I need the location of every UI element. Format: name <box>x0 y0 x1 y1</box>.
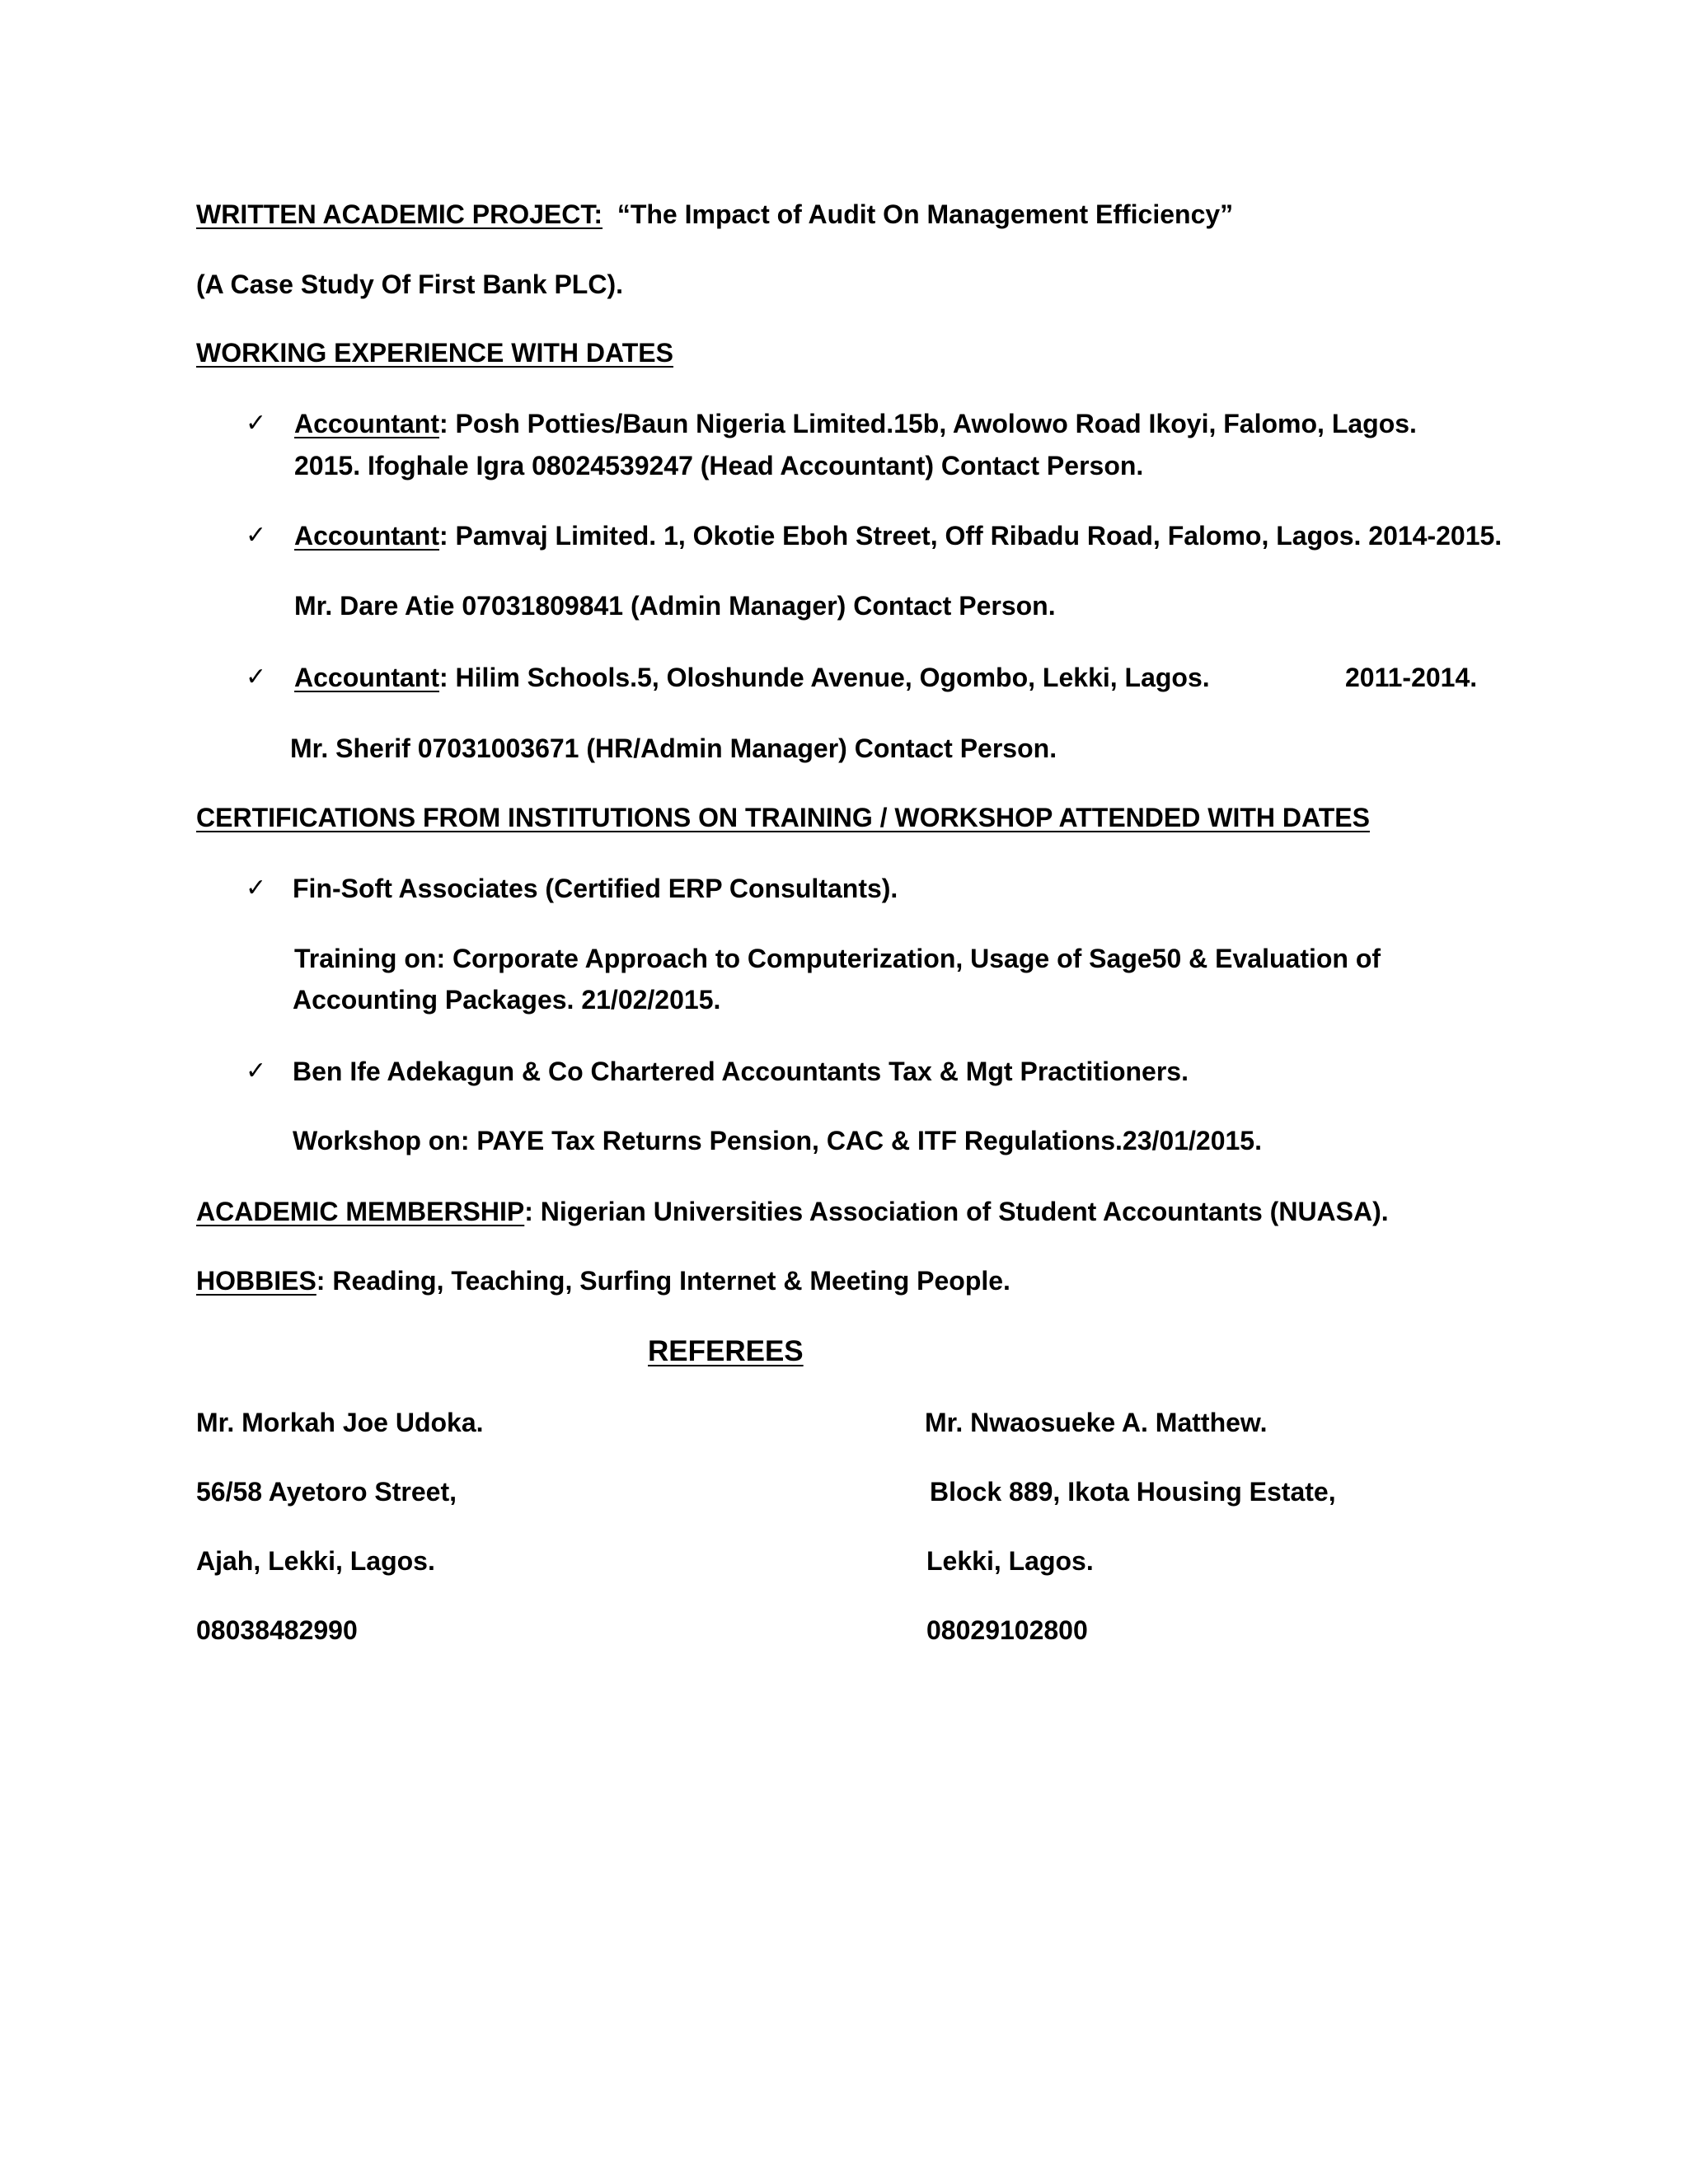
membership-label: ACADEMIC MEMBERSHIP <box>196 1197 525 1226</box>
referee-right-phone: 08029102800 <box>926 1615 1088 1645</box>
experience-detail: : Hilim Schools.5, Oloshunde Avenue, Ogombo, Lekki, Lagos. <box>439 663 1210 692</box>
experience-item-3-date: 2011-2014. <box>1345 663 1478 692</box>
project-case-study: (A Case Study Of First Bank PLC). <box>196 269 623 299</box>
project-label: WRITTEN ACADEMIC PROJECT: <box>196 199 603 229</box>
experience-item-1-line1 <box>294 407 1417 440</box>
hobbies-value: : Reading, Teaching, Surfing Internet & Meeting People. <box>316 1266 1010 1296</box>
membership-value: : Nigerian Universities Association of Student Accountants (NUASA). <box>524 1197 1389 1226</box>
experience-role: Accountant <box>294 409 439 438</box>
certification-1-detail2: Accounting Packages. 21/02/2015. <box>293 985 721 1015</box>
certification-1-detail1: Training on: Corporate Approach to Computerization, Usage of Sage50 & Evaluation of <box>294 944 1381 973</box>
experience-item-3-line1 <box>294 661 1210 694</box>
referee-left-address1: 56/58 Ayetoro Street, <box>196 1477 457 1507</box>
certification-1-name: Fin-Soft Associates (Certified ERP Consultants). <box>293 874 898 903</box>
experience-detail: : Posh Potties/Baun Nigeria Limited.15b, Awolowo Road Ikoyi, Falomo, Lagos. <box>439 409 1417 438</box>
certifications-heading: CERTIFICATIONS FROM INSTITUTIONS ON TRAINING / WORKSHOP ATTENDED WITH DATES <box>196 803 1370 832</box>
checkmark-icon: ✓ <box>246 874 267 902</box>
experience-item-1-line2: 2015. Ifoghale Igra 08024539247 (Head Accountant) Contact Person. <box>294 451 1144 480</box>
checkmark-icon: ✓ <box>246 521 267 550</box>
membership-line <box>196 1195 1389 1228</box>
experience-item-2-line1 <box>294 519 1502 552</box>
experience-heading: WORKING EXPERIENCE WITH DATES <box>196 338 673 368</box>
referee-left-phone: 08038482990 <box>196 1615 358 1645</box>
experience-detail: : Pamvaj Limited. 1, Okotie Eboh Street, Off Ribadu Road, Falomo, Lagos. 2014-2015. <box>439 521 1503 551</box>
referee-right-address2: Lekki, Lagos. <box>926 1546 1094 1576</box>
certification-2-detail1: Workshop on: PAYE Tax Returns Pension, CAC & ITF Regulations.23/01/2015. <box>293 1126 1262 1155</box>
experience-role: Accountant <box>294 663 439 692</box>
referee-right-address1: Block 889, Ikota Housing Estate, <box>930 1477 1336 1507</box>
referee-left-address2: Ajah, Lekki, Lagos. <box>196 1546 435 1576</box>
referee-left-name: Mr. Morkah Joe Udoka. <box>196 1408 484 1437</box>
referees-heading: REFEREES <box>648 1335 804 1367</box>
experience-role: Accountant <box>294 521 439 551</box>
checkmark-icon: ✓ <box>246 1057 267 1085</box>
project-title: “The Impact of Audit On Management Efficiency” <box>617 199 1234 229</box>
experience-item-3-line2: Mr. Sherif 07031003671 (HR/Admin Manager) Contact Person. <box>290 733 1057 763</box>
checkmark-icon: ✓ <box>246 409 267 438</box>
hobbies-label: HOBBIES <box>196 1266 316 1296</box>
project-line <box>196 198 1233 231</box>
hobbies-line <box>196 1264 1010 1297</box>
experience-item-2-line2: Mr. Dare Atie 07031809841 (Admin Manager) Contact Person. <box>294 591 1056 621</box>
referee-right-name: Mr. Nwaosueke A. Matthew. <box>925 1408 1268 1437</box>
certification-2-name: Ben Ife Adekagun & Co Chartered Accountants Tax & Mgt Practitioners. <box>293 1057 1189 1086</box>
checkmark-icon: ✓ <box>246 663 267 691</box>
